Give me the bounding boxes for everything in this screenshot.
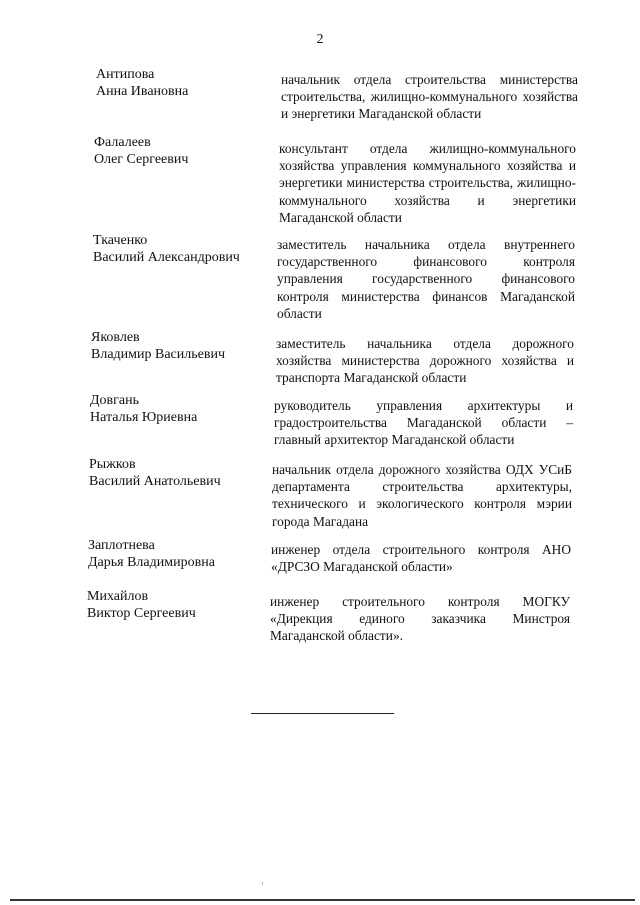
member-given-names: Наталья Юриевна bbox=[90, 410, 198, 425]
member-surname: Яковлев bbox=[91, 330, 140, 345]
member-given-names: Дарья Владимировна bbox=[88, 555, 215, 570]
member-position: заместитель начальника отдела дорожного хозяйства министерства дорожного хозяйства и транспорта Магаданской области bbox=[276, 336, 574, 386]
member-surname: Довгань bbox=[90, 393, 139, 408]
member-name bbox=[96, 66, 188, 100]
page-number: 2 bbox=[316, 32, 324, 47]
member-position: инженер отдела строительного контроля АНО «ДРСЗО Магаданской области» bbox=[271, 542, 571, 575]
member-name bbox=[89, 456, 221, 490]
member-given-names: Василий Александрович bbox=[93, 250, 240, 265]
member-position: руководитель управления архитектуры и градостроительства Магаданской области – главный архитектор Магаданской области bbox=[274, 398, 573, 448]
member-given-names: Анна Ивановна bbox=[96, 84, 189, 99]
page-bottom-edge bbox=[10, 899, 635, 901]
member-position: консультант отдела жилищно-коммунального хозяйства управления коммунального хозяйства и энергетики министерства строительства, жилищно- коммунального хозяйства и энергетики Магаданской области bbox=[279, 141, 576, 225]
member-name bbox=[94, 134, 188, 168]
member-surname: Михайлов bbox=[87, 589, 149, 604]
member-name bbox=[91, 329, 225, 363]
member-surname: Заплотнева bbox=[88, 538, 155, 553]
member-surname: Рыжков bbox=[89, 457, 136, 472]
member-given-names: Олег Сергеевич bbox=[94, 152, 189, 167]
member-name bbox=[87, 588, 196, 622]
member-surname: Фалалеев bbox=[94, 135, 151, 150]
member-surname: Антипова bbox=[96, 67, 155, 82]
scan-speck bbox=[262, 882, 263, 885]
member-given-names: Виктор Сергеевич bbox=[87, 606, 196, 621]
member-position: начальник отдела дорожного хозяйства ОДХ УСиБ департамента строительства архитектуры, технического и экологического контроля мэрии города Магадана bbox=[272, 462, 572, 529]
member-position: заместитель начальника отдела внутреннего государственного финансового контроля управления государственного финансового контроля министерства финансов Магаданской области bbox=[277, 237, 575, 321]
member-name bbox=[93, 232, 240, 266]
member-position: начальник отдела строительства министерства строительства, жилищно-коммунального хозяйства и энергетики Магаданской области bbox=[281, 72, 578, 122]
member-name bbox=[90, 392, 197, 426]
member-name bbox=[88, 537, 215, 571]
member-given-names: Василий Анатольевич bbox=[89, 474, 221, 489]
member-given-names: Владимир Васильевич bbox=[91, 347, 225, 362]
member-position: инженер строительного контроля МОГКУ «Дирекция единого заказчика Минстроя Магаданской области». bbox=[270, 594, 570, 644]
end-separator-line bbox=[251, 713, 394, 714]
member-surname: Ткаченко bbox=[93, 233, 148, 248]
